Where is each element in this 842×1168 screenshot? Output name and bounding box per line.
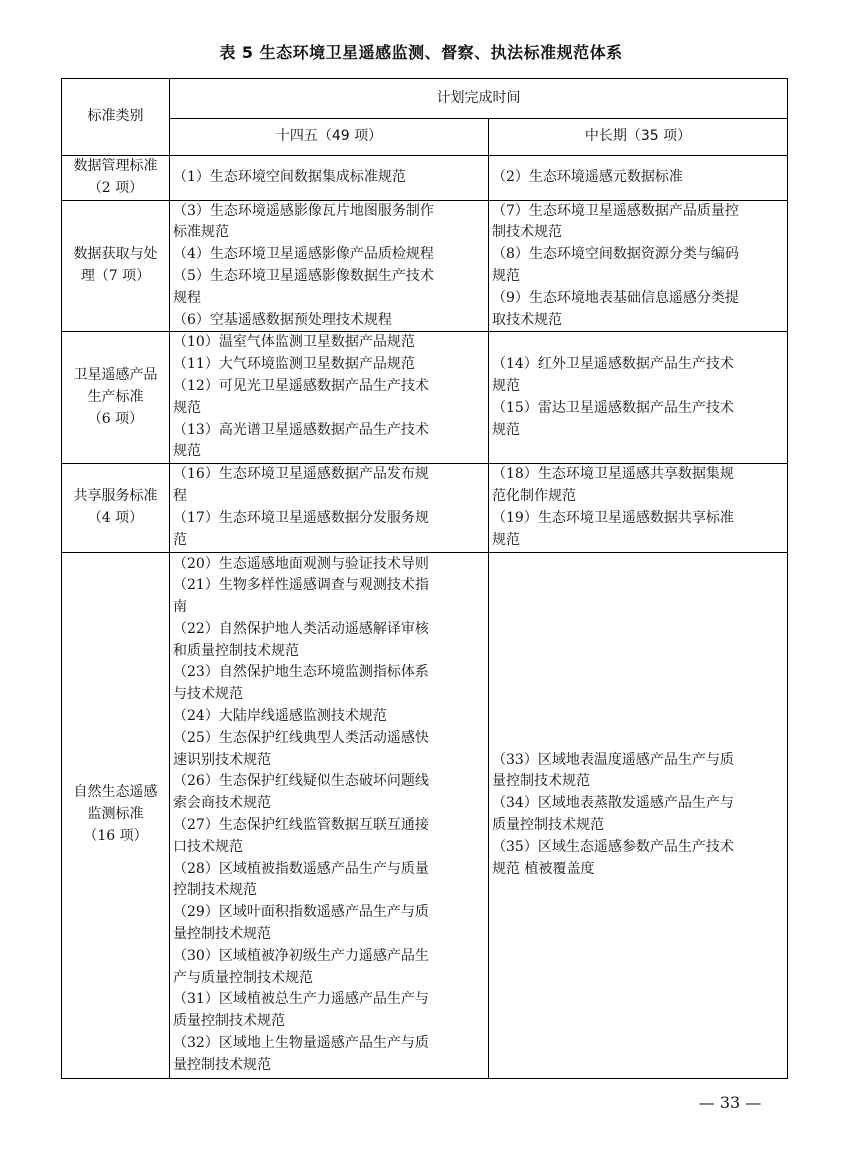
category-cell [62,156,170,201]
text-line: 规范 [492,421,520,438]
text-line: 规范 [492,531,520,548]
text-line: （22）自然保护地人类活动遥感解译审核 [173,620,429,637]
text-line: （32）区域地上生物量遥感产品生产与质 [173,1035,429,1052]
items-14th-cell [170,552,489,1078]
text-line: 共享服务标准 [73,488,158,505]
text-line: 数据获取与处 [73,246,158,263]
items-14th-cell [170,200,489,332]
text-line: 质量控制技术规范 [173,1013,285,1030]
header-14th-five-year: 十四五（49 项） [170,119,489,156]
text-line: （4）生态环境卫星遥感影像产品质检规程 [173,246,434,263]
text-line: 自然生态遥感 [73,784,158,801]
text-line: （31）区域植被总生产力遥感产品生产与 [173,991,429,1008]
text-line: （34）区域地表蒸散发遥感产品生产与 [492,795,734,812]
header-long-term: 中长期（35 项） [489,119,788,156]
text-line: 程 [173,488,187,505]
text-line: （29）区域叶面积指数遥感产品生产与质 [173,904,429,921]
text-line: 速识别技术规范 [173,751,271,768]
text-line: （27）生态保护红线监管数据互联互通接 [173,817,429,834]
text-line: （19）生态环境卫星遥感数据共享标准 [492,509,734,526]
text-line: （24）大陆岸线遥感监测技术规范 [173,708,387,725]
category-cell [62,332,170,464]
text-line: 生产标准 [87,388,144,405]
header-plan-time: 计划完成时间 [170,79,788,119]
text-line: （11）大气环境监测卫星数据产品规范 [173,356,415,373]
text-line: （30）区域植被净初级生产力遥感产品生 [173,947,429,964]
text-line: （35）区域生态遥感参数产品生产技术 [492,838,734,855]
text-line: 规范 [173,443,201,460]
items-14th-cell [170,332,489,464]
text-line: （33）区域地表温度遥感产品生产与质 [492,751,734,768]
text-line: （7）生态环境卫星遥感数据产品质量控 [492,202,739,219]
text-line: （20）生态遥感地面观测与验证技术导则 [173,555,429,572]
text-line: 标准规范 [173,224,229,241]
text-line: 量控制技术规范 [173,926,271,943]
text-line: （6）空基遥感数据预处理技术规程 [173,311,392,328]
text-line: 南 [173,599,187,616]
text-line: 制技术规范 [492,224,562,241]
text-line: 规范 [492,378,520,395]
text-line: 控制技术规范 [173,882,257,899]
standards-table [61,78,788,1079]
table-row [62,464,788,552]
text-line: （10）温室气体监测卫星数据产品规范 [173,334,415,351]
text-line: （13）高光谱卫星遥感数据产品生产技术 [173,421,429,438]
text-line: （9）生态环境地表基础信息遥感分类提 [492,289,739,306]
category-cell [62,200,170,332]
items-long-cell [489,552,788,1078]
text-line: 规程 [173,289,201,306]
text-line: 量控制技术规范 [492,773,590,790]
text-line: （21）生物多样性遥感调查与观测技术指 [173,577,429,594]
text-line: （25）生态保护红线典型人类活动遥感快 [173,729,429,746]
text-line: 范化制作规范 [492,488,576,505]
text-line: 卫星遥感产品 [73,367,158,384]
table-row [62,200,788,332]
text-line: （23）自然保护地生态环境监测指标体系 [173,664,429,681]
text-line: 口技术规范 [173,838,243,855]
table-row [62,156,788,201]
text-line: 和质量控制技术规范 [173,642,299,659]
text-line: （8）生态环境空间数据资源分类与编码 [492,246,739,263]
text-line: （12）可见光卫星遥感数据产品生产技术 [173,378,429,395]
text-line: 规范 [492,267,520,284]
table-row [62,552,788,1078]
text-line: 规范 [173,399,201,416]
text-line: 产与质量控制技术规范 [173,969,313,986]
text-line: （1）生态环境空间数据集成标准规范 [173,168,406,185]
text-line: （3）生态环境遥感影像瓦片地图服务制作 [173,202,434,219]
items-long-cell [489,200,788,332]
text-line: （16）生态环境卫星遥感数据产品发布规 [173,466,429,483]
text-line: 与技术规范 [173,686,243,703]
text-line: 范 [173,531,187,548]
items-14th-cell [170,156,489,201]
text-line: （16 项） [83,827,148,844]
text-line: （28）区域植被指数遥感产品生产与质量 [173,860,429,877]
text-line: （18）生态环境卫星遥感共享数据集规 [492,466,734,483]
text-line: 理（7 项） [80,267,151,284]
text-line: （17）生态环境卫星遥感数据分发服务规 [173,509,429,526]
text-line: （4 项） [87,509,144,526]
text-line: （6 项） [87,410,144,427]
text-line: （2 项） [87,179,144,196]
text-line: 监测标准 [87,806,144,823]
text-line: （15）雷达卫星遥感数据产品生产技术 [492,399,734,416]
text-line: （14）红外卫星遥感数据产品生产技术 [492,356,734,373]
page-number: — 33 — [698,1093,762,1112]
items-long-cell [489,156,788,201]
category-cell [62,552,170,1078]
header-category: 标准类别 [62,79,170,156]
text-line: （26）生态保护红线疑似生态破坏问题线 [173,773,429,790]
text-line: 规范 植被覆盖度 [492,860,595,877]
items-long-cell [489,464,788,552]
items-14th-cell [170,464,489,552]
text-line: 数据管理标准 [73,158,158,174]
table-title: 表 5 生态环境卫星遥感监测、督察、执法标准规范体系 [219,43,623,62]
text-line: 取技术规范 [492,311,562,328]
text-line: 质量控制技术规范 [492,817,604,834]
table-row [62,332,788,464]
items-long-cell [489,332,788,464]
text-line: （2）生态环境遥感元数据标准 [492,168,683,185]
text-line: （5）生态环境卫星遥感影像数据生产技术 [173,267,434,284]
text-line: 索会商技术规范 [173,795,271,812]
category-cell [62,464,170,552]
text-line: 量控制技术规范 [173,1056,271,1073]
